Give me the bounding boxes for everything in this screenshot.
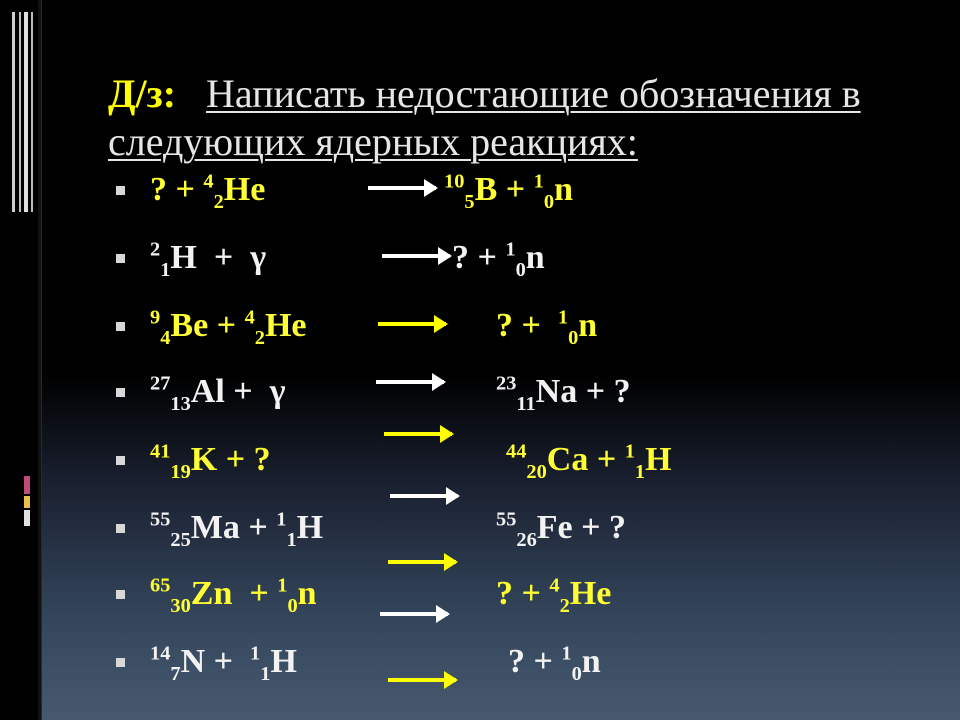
reaction-6-right: $^{55}_{26}$Fe + ?: [496, 508, 627, 551]
arrow-icon: [388, 560, 456, 564]
reaction-1-right: $^{10}_5$B + $^1_0$n: [444, 170, 573, 213]
arrow-icon: [390, 494, 458, 498]
arrow-icon: [368, 186, 436, 190]
arrow-icon: [382, 254, 450, 258]
reaction-3-right: ? + $^1_0$n: [496, 306, 598, 349]
reaction-2-right: ? + $^1_0$n: [452, 238, 545, 281]
arrow-icon: [388, 678, 456, 682]
bullet: [116, 456, 125, 465]
bullet: [116, 658, 125, 667]
decor-bars-middle: [10, 476, 36, 528]
slide-frame-line: [38, 0, 42, 720]
reaction-3-left: $^9_4$Be + $^4_2$He: [150, 306, 307, 349]
reaction-4-right: $^{23}_{11}$Na + ?: [496, 372, 631, 415]
reaction-7-left: $^{65}_{30}$Zn + $^1_0$n: [150, 574, 317, 617]
reaction-6-left: $^{55}_{25}$Ma + $^1_1$H: [150, 508, 324, 551]
decor-bars-top: [10, 12, 36, 212]
title-line1: Написать недостающие обозначения в: [206, 71, 861, 116]
arrow-icon: [376, 380, 444, 384]
bullet: [116, 322, 125, 331]
arrow-icon: [378, 322, 446, 326]
bullet: [116, 590, 125, 599]
bullet: [116, 186, 125, 195]
bullet: [116, 524, 125, 533]
arrow-icon: [384, 432, 452, 436]
reaction-2-left: $^2_1$H + γ: [150, 238, 267, 281]
reaction-5-left: $^{41}_{19}$K + ?: [150, 440, 271, 483]
bullet: [116, 388, 125, 397]
reaction-8-left: $^{14}_7$N + $^1_1$H: [150, 642, 297, 685]
reaction-8-right: ? + $^1_0$n: [508, 642, 601, 685]
arrow-icon: [380, 612, 448, 616]
reaction-1-left: ? + $^4_2$He: [150, 170, 266, 213]
title-line2: следующих ядерных реакциях:: [108, 119, 638, 164]
reaction-5-right: $^{44}_{20}$Ca + $^1_1$H: [506, 440, 672, 483]
slide-title: [108, 70, 861, 166]
reaction-7-right: ? + $^4_2$He: [496, 574, 612, 617]
reaction-4-left: $^{27}_{13}$Al + γ: [150, 372, 286, 415]
title-label: Д/з:: [108, 71, 177, 116]
bullet: [116, 254, 125, 263]
